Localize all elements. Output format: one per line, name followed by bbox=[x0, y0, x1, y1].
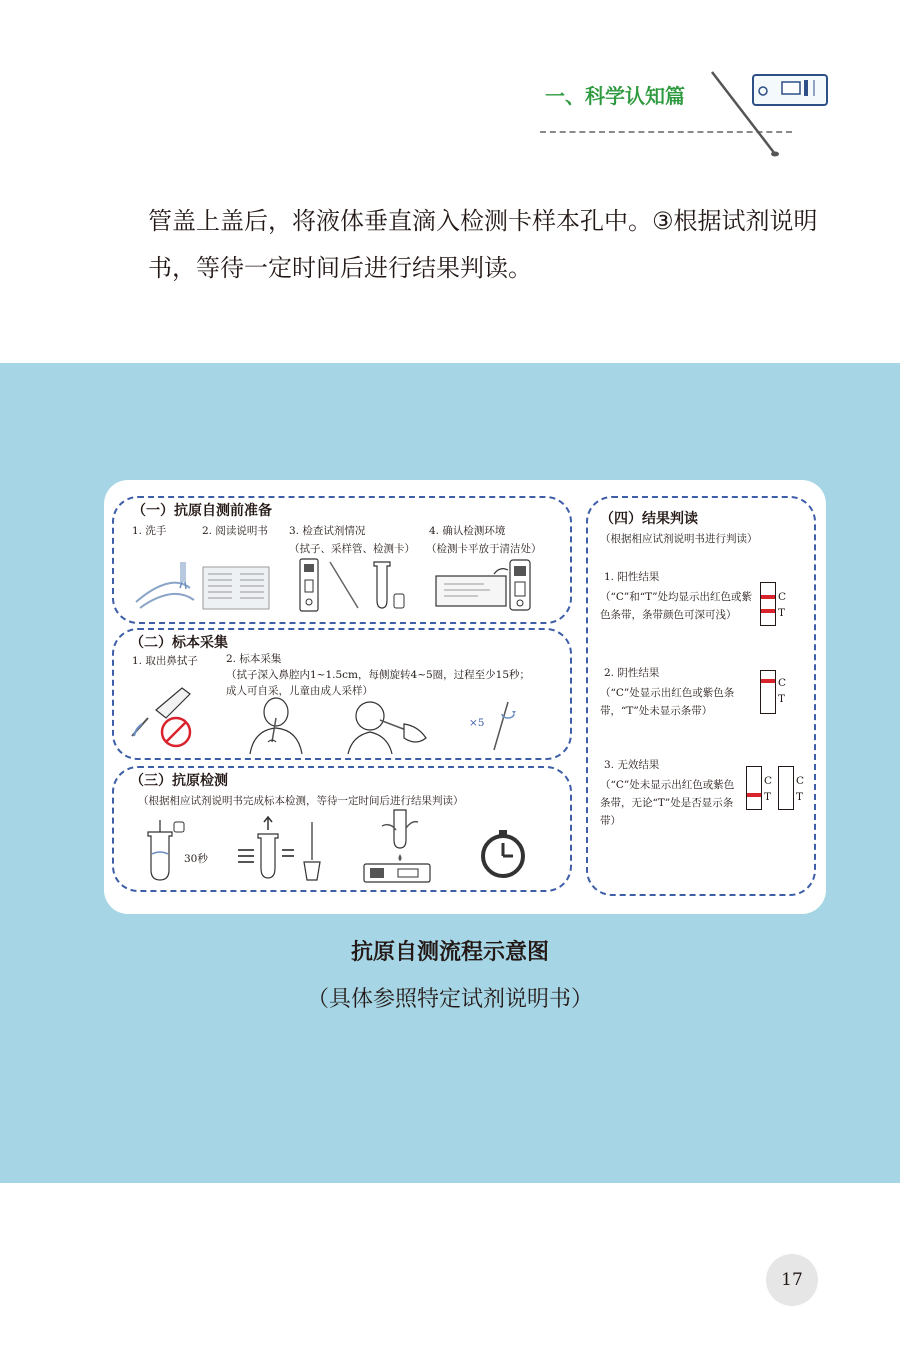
sampling-step-take-swab: 1. 取出鼻拭子 bbox=[132, 655, 198, 667]
timer-icon bbox=[478, 828, 528, 880]
positive-label-t: T bbox=[778, 607, 786, 619]
figure-caption-subtitle: （具体参照特定试剂说明书） bbox=[306, 987, 593, 1012]
rotate-count: ×5 bbox=[469, 717, 485, 729]
swab-test-card-icon bbox=[700, 66, 835, 161]
negative-label-c: C bbox=[778, 677, 787, 689]
person-self-sampling-icon bbox=[242, 694, 312, 754]
prep-step-read: 2. 阅读说明书 bbox=[202, 525, 268, 537]
invalid-2-label-t: T bbox=[796, 791, 804, 803]
prep-step-wash: 1. 洗手 bbox=[132, 525, 167, 537]
result-note: （根据相应试剂说明书进行判读） bbox=[600, 533, 758, 545]
prep-step-check: 3. 检查试剂情况 bbox=[289, 525, 366, 537]
body-paragraph: 管盖上盖后，将液体垂直滴入检测卡样本孔中。③根据试剂说明书，等待一定时间后进行结果判读。 bbox=[148, 207, 818, 282]
sampling-note-depth: （拭子深入鼻腔内1~1.5cm，每侧旋转4~5圈，过程至少15秒； bbox=[226, 669, 531, 681]
negative-label-t: T bbox=[778, 693, 786, 705]
invalid-1-label-c: C bbox=[764, 775, 773, 787]
page-number: 17 bbox=[766, 1254, 818, 1306]
section-preparation-title: （一）抗原自测前准备 bbox=[132, 503, 272, 519]
detection-note: （根据相应试剂说明书完成标本检测，等待一定时间后进行结果判读） bbox=[138, 795, 464, 807]
invalid-strip-1 bbox=[746, 766, 762, 810]
positive-label-c: C bbox=[778, 591, 787, 603]
negative-strip bbox=[760, 670, 776, 714]
sampling-note-who: 成人可自采，儿童由成人采样） bbox=[226, 685, 373, 697]
invalid-strip-2 bbox=[778, 766, 794, 810]
prep-step-env-note: （检测卡平放于清洁处） bbox=[426, 543, 542, 555]
positive-c-line bbox=[761, 595, 775, 599]
flowchart-card bbox=[104, 480, 826, 914]
invalid-2-label-c: C bbox=[796, 775, 805, 787]
test-card-icon bbox=[434, 556, 554, 614]
section-result-title: （四）结果判读 bbox=[600, 511, 698, 527]
tube-stir-icon bbox=[140, 818, 190, 884]
invalid-1-label-t: T bbox=[764, 791, 772, 803]
rotate-swab-icon bbox=[484, 694, 524, 754]
invalid-desc: （“C”处未显示出红色或紫色条带，无论“T”处是否显示条带） bbox=[600, 779, 735, 827]
positive-desc: （“C”和“T”处均显示出红色或紫色条带，条带颜色可深可浅） bbox=[600, 591, 753, 621]
positive-title: 1. 阳性结果 bbox=[604, 571, 660, 583]
wait-seconds: 30秒 bbox=[184, 853, 208, 865]
negative-desc: （“C”处显示出红色或紫色条带，“T”处未显示条带） bbox=[600, 687, 735, 717]
prep-step-env: 4. 确认检测环境 bbox=[429, 525, 506, 537]
section-detection-title: （三）抗原检测 bbox=[130, 773, 228, 789]
section-sampling-title: （二）标本采集 bbox=[130, 635, 228, 651]
nasal-swab-icon bbox=[128, 680, 200, 752]
tube-icon bbox=[300, 820, 324, 884]
manual-icon bbox=[202, 566, 270, 610]
sampling-step-collect: 2. 标本采集 bbox=[226, 653, 282, 665]
positive-strip bbox=[760, 582, 776, 626]
negative-c-line bbox=[761, 679, 775, 683]
prep-step-check-note: （拭子、采样管、检测卡） bbox=[289, 543, 415, 555]
squeeze-tube-icon bbox=[234, 816, 298, 884]
test-kit-icon bbox=[296, 556, 411, 614]
chapter-title: 一、科学认知篇 bbox=[545, 84, 685, 108]
invalid-t-line bbox=[747, 793, 761, 797]
positive-t-line bbox=[761, 609, 775, 613]
drop-sample-icon bbox=[362, 806, 432, 886]
hand-wash-icon bbox=[132, 558, 200, 610]
child-sampling-icon bbox=[344, 694, 434, 754]
figure-caption-title: 抗原自测流程示意图 bbox=[350, 940, 549, 965]
invalid-title: 3. 无效结果 bbox=[604, 759, 660, 771]
negative-title: 2. 阴性结果 bbox=[604, 667, 660, 679]
